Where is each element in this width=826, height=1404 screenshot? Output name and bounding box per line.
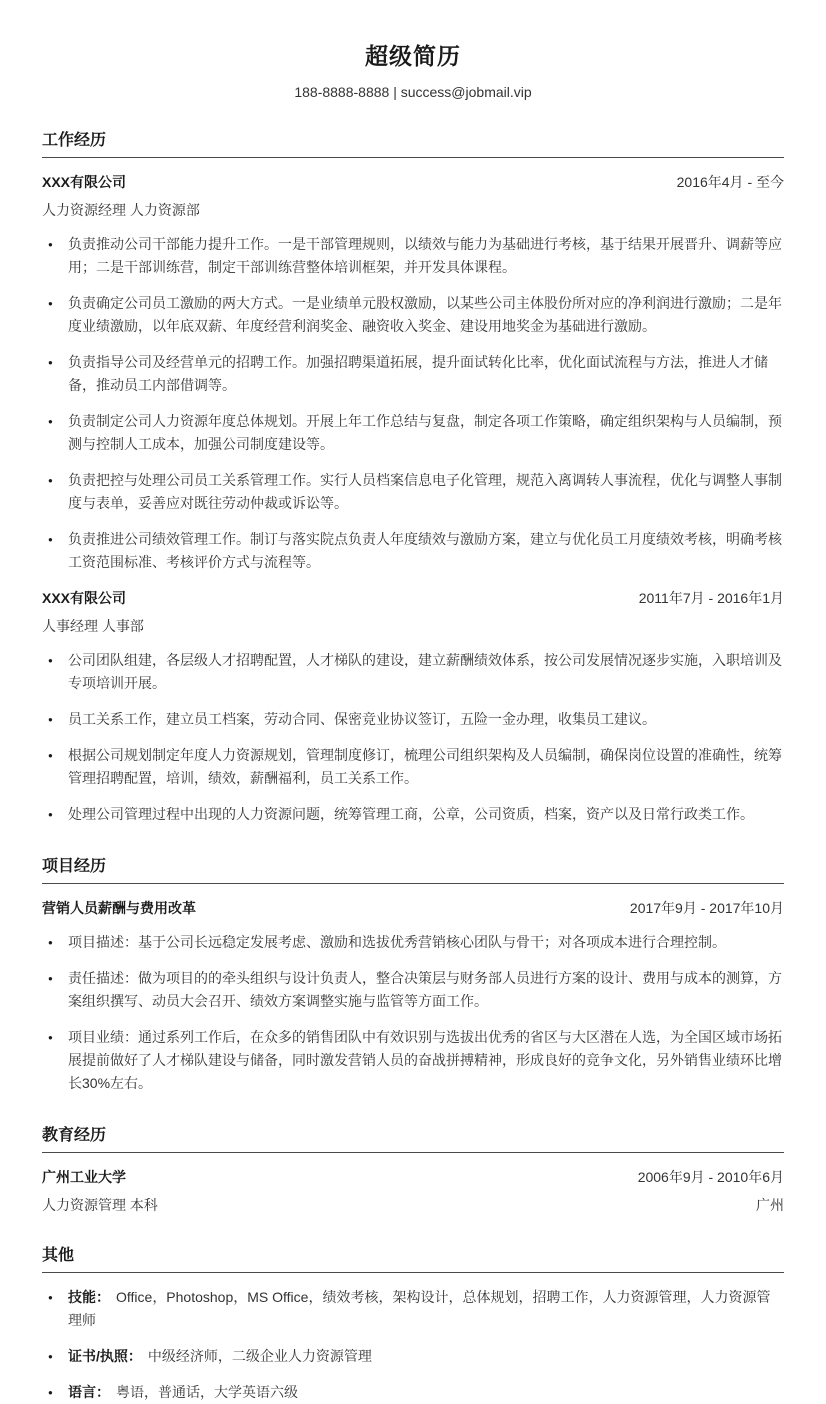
other-item-certificates bbox=[42, 1345, 784, 1368]
section-other bbox=[42, 1242, 784, 1404]
company-name: XXX有限公司 bbox=[42, 590, 127, 606]
education-entry bbox=[42, 1167, 784, 1215]
work-bullet-list bbox=[42, 233, 784, 574]
work-bullet-list bbox=[42, 649, 784, 826]
project-entry-header bbox=[42, 898, 784, 918]
work-role-line bbox=[42, 616, 784, 636]
education-major-line bbox=[42, 1195, 784, 1215]
work-bullet: ● 负责把控与处理公司员工关系管理工作。实行人员档案信息电子化管理，规范入离调转人事流程，优化与调整人事制度与表单，妥善应对既往劳动仲裁或诉讼等。 bbox=[42, 469, 784, 515]
work-entry-header bbox=[42, 588, 784, 608]
work-bullet: ● 处理公司管理过程中出现的人力资源问题，统筹管理工商，公章，公司资质，档案，资产以及日常行政类工作。 bbox=[42, 803, 784, 826]
work-bullet: ● 负责推进公司绩效管理工作。制订与落实院点负责人年度绩效与激励方案，建立与优化员工月度绩效考核，明确考核工资范围标准、考核评价方式与流程等。 bbox=[42, 528, 784, 574]
job-title: 人事经理 人事部 bbox=[42, 618, 144, 634]
contact-info: 188-8888-8888 | success@jobmail.vip bbox=[294, 84, 532, 100]
work-entry bbox=[42, 588, 784, 826]
work-bullet: ● 根据公司规划制定年度人力资源规划，管理制度修订，梳理公司组织架构及人员编制，确保岗位设置的准确性，统筹管理招聘配置，培训，绩效，薪酬福利，员工关系工作。 bbox=[42, 744, 784, 790]
other-item-text: 粤语，普通话，大学英语六级 bbox=[116, 1384, 298, 1400]
other-item-text: 中级经济师，二级企业人力资源管理 bbox=[147, 1348, 372, 1364]
other-item-text: Office，Photoshop，MS Office，绩效考核，架构设计，总体规划，招聘工作，人力资源管理，人力资源管理师 bbox=[68, 1289, 771, 1328]
work-entry-header bbox=[42, 172, 784, 192]
section-title-project: 项目经历 bbox=[42, 853, 784, 884]
section-title-work: 工作经历 bbox=[42, 127, 784, 158]
education-entry-header bbox=[42, 1167, 784, 1187]
project-name: 营销人员薪酬与费用改革 bbox=[42, 900, 196, 916]
section-title-other: 其他 bbox=[42, 1242, 784, 1273]
work-entry bbox=[42, 172, 784, 574]
project-bullet: ● 责任描述：做为项目的的牵头组织与设计负责人，整合决策层与财务部人员进行方案的设计、费用与成本的测算，方案组织撰写、动员大会召开、绩效方案调整实施与监管等方面工作。 bbox=[42, 967, 784, 1013]
school-name: 广州工业大学 bbox=[42, 1169, 126, 1185]
project-entry bbox=[42, 898, 784, 1095]
section-title-education: 教育经历 bbox=[42, 1122, 784, 1153]
school-location: 广州 bbox=[756, 1197, 784, 1213]
other-item-label: 语言： bbox=[68, 1384, 110, 1400]
other-item-label: 证书/执照： bbox=[68, 1348, 142, 1364]
other-item-languages bbox=[42, 1381, 784, 1404]
section-project-experience bbox=[42, 853, 784, 1095]
project-date-range: 2017年9月 - 2017年10月 bbox=[629, 900, 784, 916]
work-bullet: ● 公司团队组建，各层级人才招聘配置，人才梯队的建设，建立薪酬绩效体系，按公司发展情况逐步实施，入职培训及专项培训开展。 bbox=[42, 649, 784, 695]
other-item-label: 技能： bbox=[68, 1289, 110, 1305]
company-name: XXX有限公司 bbox=[42, 174, 127, 190]
work-bullet: ● 负责制定公司人力资源年度总体规划。开展上年工作总结与复盘，制定各项工作策略，确定组织架构与人员编制，预测与控制人工成本，加强公司制度建设等。 bbox=[42, 410, 784, 456]
section-work-experience bbox=[42, 127, 784, 826]
work-bullet: ● 员工关系工作，建立员工档案，劳动合同、保密竞业协议签订，五险一金办理，收集员工建议。 bbox=[42, 708, 784, 731]
resume-title: 超级简历 bbox=[365, 43, 461, 69]
job-title: 人力资源经理 人力资源部 bbox=[42, 202, 200, 218]
work-date-range: 2016年4月 - 至今 bbox=[676, 174, 784, 190]
work-bullet: ● 负责推动公司干部能力提升工作。一是干部管理规则，以绩效与能力为基础进行考核，基于结果开展晋升、调薪等应用；二是干部训练营，制定干部训练营整体培训框架，并开发具体课程。 bbox=[42, 233, 784, 279]
work-bullet: ● 负责指导公司及经营单元的招聘工作。加强招聘渠道拓展，提升面试转化比率，优化面试流程与方法，推进人才储备，推动员工内部借调等。 bbox=[42, 351, 784, 397]
other-list bbox=[42, 1286, 784, 1404]
project-bullet: ● 项目描述：基于公司长远稳定发展考虑、激励和选拔优秀营销核心团队与骨干；对各项成本进行合理控制。 bbox=[42, 931, 784, 954]
other-item-skills bbox=[42, 1286, 784, 1332]
project-bullet-list bbox=[42, 931, 784, 1095]
work-role-line bbox=[42, 200, 784, 220]
education-date-range: 2006年9月 - 2010年6月 bbox=[637, 1169, 784, 1185]
project-bullet: ● 项目业绩：通过系列工作后，在众多的销售团队中有效识别与选拔出优秀的省区与大区潜在人选，为全国区域市场拓展提前做好了人才梯队建设与储备，同时激发营销人员的奋战拼搏精神，形成良好的竞争文化，另外销售业绩环比增长30%左右。 bbox=[42, 1026, 784, 1095]
work-bullet: ● 负责确定公司员工激励的两大方式。一是业绩单元股权激励，以某些公司主体股份所对应的净利润进行激励；二是年度业绩激励，以年底双薪、年度经营利润奖金、融资收入奖金、建设用地奖金为基础进行激励。 bbox=[42, 292, 784, 338]
work-date-range: 2011年7月 - 2016年1月 bbox=[638, 590, 784, 606]
major-degree: 人力资源管理 本科 bbox=[42, 1197, 158, 1213]
